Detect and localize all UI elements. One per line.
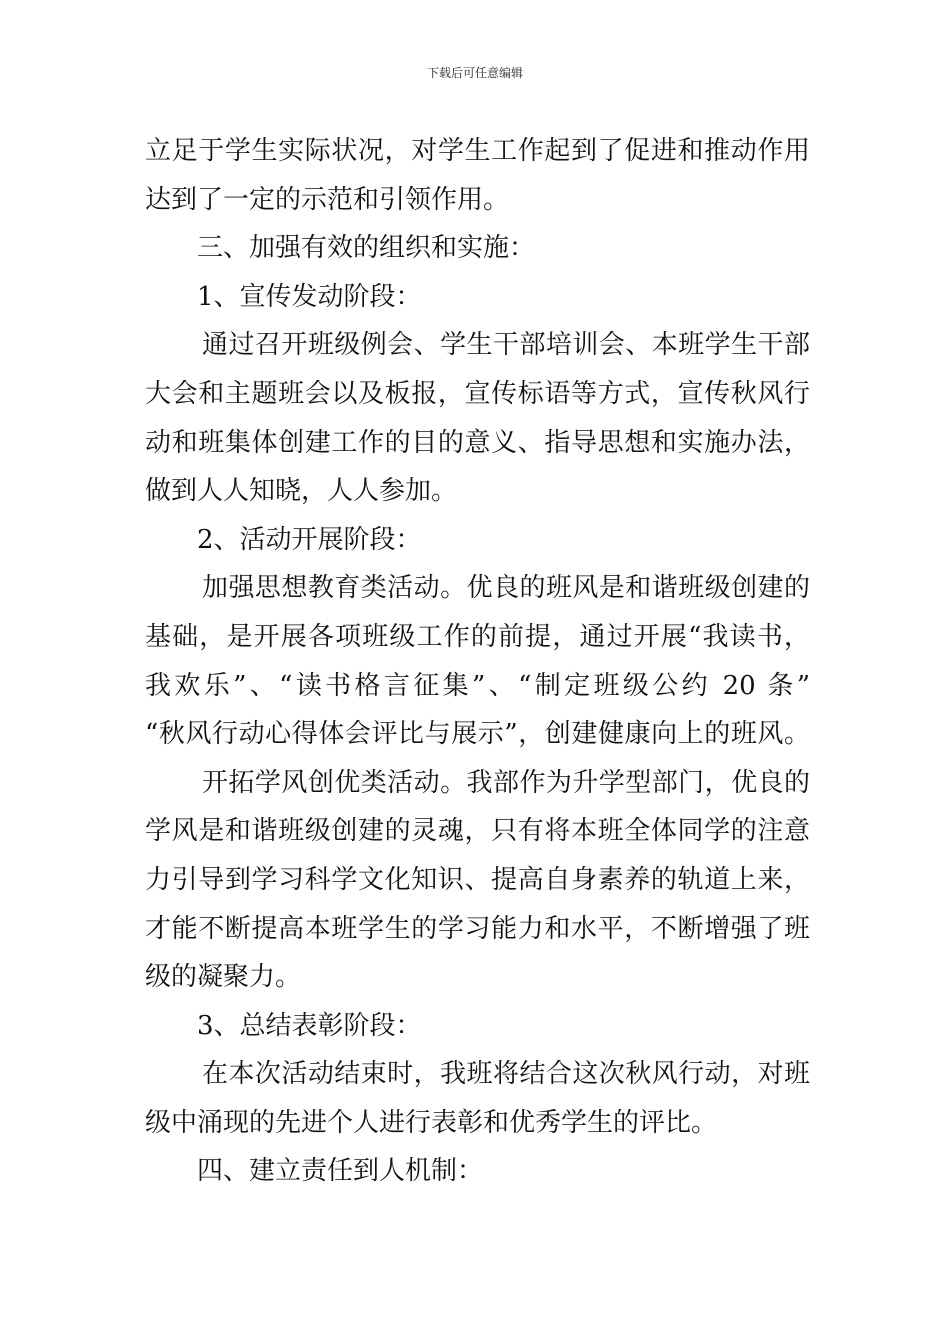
document-body <box>145 127 810 1196</box>
paragraph-start-line: 加强思想教育类活动。优良的班风是和谐班级创建的 <box>202 573 810 604</box>
text-line: 我欢乐”、“读书格言征集”、“制定班级公约 20 条” <box>145 670 810 701</box>
page-header: 下载后可任意编辑 <box>426 66 523 80</box>
text-line: 级中涌现的先进个人进行表彰和优秀学生的评比。 <box>145 1107 718 1138</box>
paragraph-start-line: 通过召开班级例会、学生干部培训会、本班学生干部 <box>202 330 810 361</box>
paragraph-start-line: 在本次活动结束时，我班将结合这次秋风行动，对班 <box>202 1059 810 1090</box>
subsection-heading: 3、总结表彰阶段： <box>197 1010 422 1041</box>
text-line: 动和班集体创建工作的目的意义、指导思想和实施办法， <box>145 427 810 458</box>
subsection-heading: 2、活动开展阶段： <box>197 524 422 555</box>
section-heading: 四、建立责任到人机制： <box>197 1156 484 1187</box>
text-line: 做到人人知晓，人人参加。 <box>145 476 458 507</box>
text-line: 大会和主题班会以及板报，宣传标语等方式，宣传秋风行 <box>145 378 810 409</box>
text-line: “秋风行动心得体会评比与展示”，创建健康向上的班风。 <box>145 719 810 750</box>
text-line: 级的凝聚力。 <box>145 962 302 993</box>
text-line: 力引导到学习科学文化知识、提高自身素养的轨道上来， <box>145 864 810 895</box>
subsection-heading: 1、宣传发动阶段： <box>197 281 422 312</box>
text-line: 学风是和谐班级创建的灵魂，只有将本班全体同学的注意 <box>145 816 810 847</box>
text-line: 才能不断提高本班学生的学习能力和水平，不断增强了班 <box>145 913 810 944</box>
paragraph-start-line: 开拓学风创优类活动。我部作为升学型部门，优良的 <box>202 767 810 798</box>
text-line: 基础，是开展各项班级工作的前提，通过开展“我读书， <box>145 621 810 652</box>
text-line: 达到了一定的示范和引领作用。 <box>145 184 510 215</box>
section-heading: 三、加强有效的组织和实施： <box>197 233 536 264</box>
text-line: 立足于学生实际状况，对学生工作起到了促进和推动作用 <box>145 136 810 166</box>
